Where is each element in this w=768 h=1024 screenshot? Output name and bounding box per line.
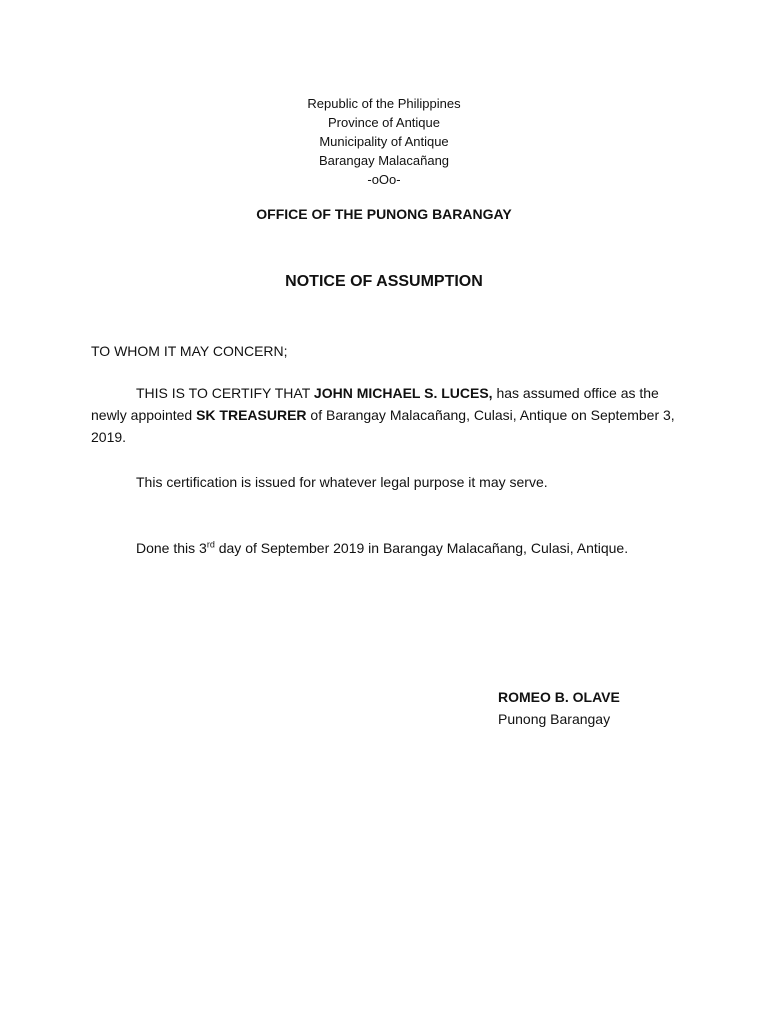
signatory-title: Punong Barangay	[498, 711, 611, 727]
issuance-text-1: Done this 3	[136, 540, 207, 556]
certification-text-1: THIS IS TO CERTIFY THAT	[136, 385, 314, 401]
signatory-name: ROMEO B. OLAVE	[498, 689, 620, 705]
letterhead-municipality: Municipality of Antique	[319, 134, 449, 149]
letterhead-barangay: Barangay Malacañang	[318, 153, 450, 168]
certification-text-2: has assumed office as the newly appointed	[91, 385, 659, 423]
appointee-position: SK TREASURER	[196, 407, 307, 423]
ordinal-suffix: rd	[206, 539, 215, 550]
purpose-paragraph	[91, 471, 681, 493]
document-title: NOTICE OF ASSUMPTION	[285, 273, 483, 290]
letterhead	[0, 94, 768, 189]
certification-paragraph	[91, 382, 681, 448]
appointee-name: JOHN MICHAEL S. LUCES,	[313, 385, 493, 401]
issuance-text-2: day of September 2019 in Barangay Malacañang, Culasi, Antique.	[214, 540, 629, 556]
letterhead-ornament: -oOo-	[367, 172, 401, 187]
certification-text-3: of Barangay Malacañang, Culasi, Antique on September 3, 2019.	[91, 407, 675, 445]
signatory-block	[498, 686, 620, 730]
purpose-text: This certification is issued for whatever legal purpose it may serve.	[136, 474, 548, 490]
letterhead-province: Province of Antique	[327, 115, 441, 130]
letterhead-country: Republic of the Philippines	[307, 96, 461, 111]
office-title: OFFICE OF THE PUNONG BARANGAY	[256, 206, 512, 222]
salutation: TO WHOM IT MAY CONCERN;	[91, 343, 288, 359]
issuance-paragraph	[91, 537, 681, 559]
